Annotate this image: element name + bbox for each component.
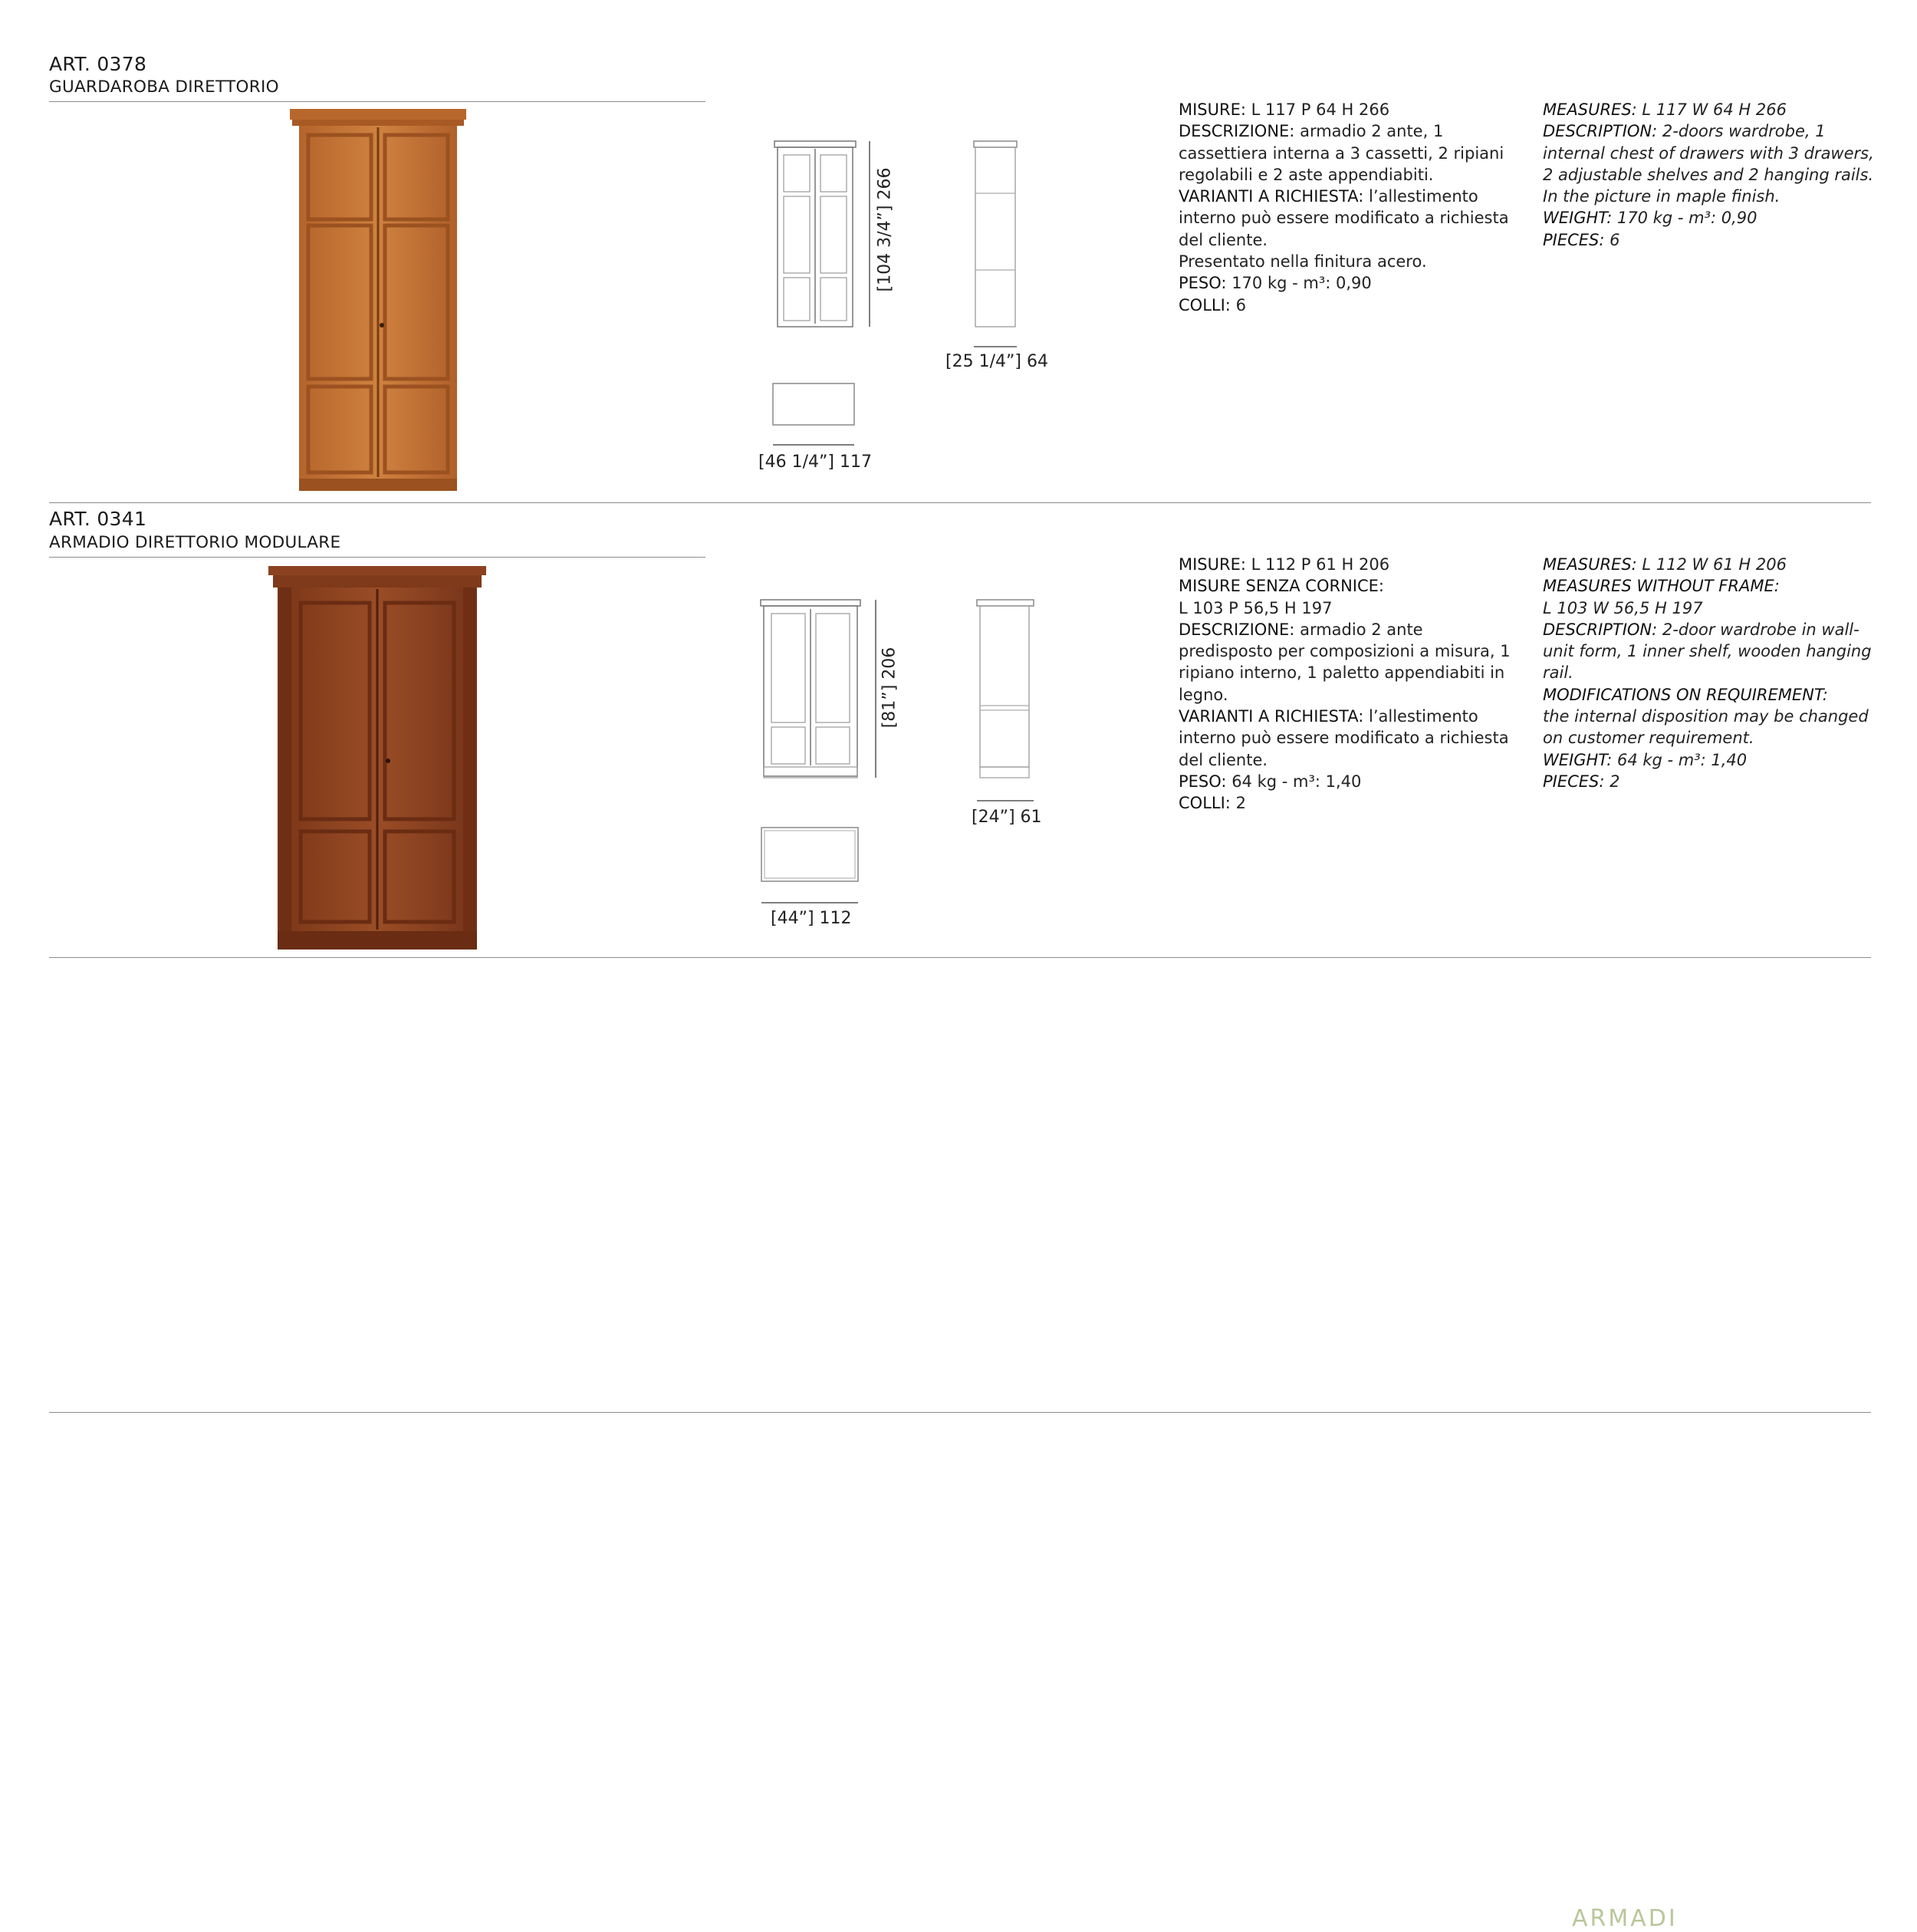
spec-line (1179, 99, 1516, 120)
side-view-drawing (975, 598, 1037, 805)
height-dimension: [104 3/4”] 266 (875, 167, 895, 292)
depth-dimension: [25 1/4”] 64 (945, 352, 1048, 371)
spec-line (1179, 792, 1516, 814)
article-code: ART. 0378 (49, 53, 147, 75)
spec-italian (1179, 554, 1516, 815)
spec-line (1179, 706, 1516, 771)
spec-english (1543, 99, 1884, 251)
section-divider (49, 957, 1871, 958)
spec-line (1543, 99, 1884, 120)
spec-line (1543, 120, 1884, 207)
spec-value: 170 kg - m³: 0,90 (1231, 274, 1372, 293)
depth-dimension: [24”] 61 (972, 808, 1042, 827)
spec-key: DESCRIZIONE: (1179, 620, 1295, 639)
spec-line (1543, 597, 1884, 619)
spec-line (1179, 186, 1516, 251)
spec-value: 64 kg - m³: 1,40 (1231, 772, 1362, 791)
spec-key: VARIANTI A RICHIESTA: (1179, 707, 1364, 726)
spec-line (1543, 749, 1884, 771)
spec-italian (1179, 99, 1516, 316)
spec-key: PIECES: (1543, 772, 1605, 791)
spec-key: PIECES: (1543, 230, 1605, 249)
spec-line (1543, 684, 1884, 706)
spec-value: 2-door wardrobe in wall-unit form, 1 inner shelf, wooden hanging rail. (1543, 620, 1872, 683)
spec-line (1179, 554, 1516, 575)
spec-value: 6 (1610, 230, 1620, 249)
spec-value: L 117 P 64 H 266 (1251, 100, 1390, 119)
spec-value: 2 (1610, 772, 1620, 791)
spec-value: armadio 2 ante predisposto per composizioni a misura, 1 ripiano interno, 1 paletto appendiabiti in legno. (1179, 620, 1511, 704)
spec-key: COLLI: (1179, 295, 1231, 314)
article-code: ART. 0341 (49, 508, 147, 530)
spec-key: PESO: (1179, 274, 1227, 293)
spec-key: MEASURES: (1543, 555, 1637, 574)
spec-key: MISURE SENZA CORNICE: (1179, 577, 1384, 596)
spec-value: Presentato nella finitura acero. (1179, 252, 1427, 272)
spec-line (1543, 554, 1884, 575)
section-divider (49, 502, 1871, 503)
spec-key: DESCRIZIONE: (1179, 122, 1295, 141)
header-divider (49, 101, 705, 102)
wardrobe-photo (268, 566, 486, 951)
spec-key: DESCRIPTION: (1543, 620, 1658, 639)
width-dimension: [44”] 112 (771, 909, 852, 928)
top-view-drawing (760, 826, 861, 906)
spec-line (1179, 575, 1516, 597)
spec-key: MISURE: (1179, 555, 1246, 574)
spec-english (1543, 554, 1884, 792)
front-view-drawing (759, 598, 882, 785)
spec-key: WEIGHT: (1543, 209, 1613, 228)
spec-line (1543, 706, 1884, 749)
spec-value: L 103 W 56,5 H 197 (1543, 598, 1703, 617)
spec-value: L 103 P 56,5 H 197 (1179, 598, 1333, 617)
spec-value: L 117 W 64 H 266 (1642, 100, 1787, 119)
spec-line (1179, 272, 1516, 294)
spec-line (1179, 295, 1516, 316)
spec-value: 2 (1235, 794, 1246, 813)
spec-value: 6 (1235, 295, 1246, 314)
spec-line (1179, 619, 1516, 706)
spec-line (1179, 120, 1516, 186)
spec-line (1179, 251, 1516, 272)
header-divider (49, 557, 705, 558)
spec-key: DESCRIPTION: (1543, 122, 1658, 141)
spec-value: l’allestimento interno può essere modificato a richiesta del cliente. (1179, 187, 1509, 249)
top-view-drawing (771, 382, 857, 448)
height-dimension: [81”] 206 (880, 647, 899, 729)
spec-key: WEIGHT: (1543, 750, 1613, 769)
spec-key: MODIFICATIONS ON REQUIREMENT: (1543, 685, 1828, 704)
spec-line (1179, 771, 1516, 792)
spec-line (1543, 575, 1884, 597)
side-view-drawing (972, 140, 1018, 354)
spec-value: armadio 2 ante, 1 cassettiera interna a 3 cassetti, 2 ripiani regolabili e 2 aste appendiabiti. (1179, 122, 1504, 184)
spec-line (1543, 207, 1884, 229)
footer-section-label: ARMADI (1572, 1905, 1678, 1932)
spec-value: the internal disposition may be changed on customer requirement. (1543, 707, 1869, 748)
spec-line (1543, 771, 1884, 792)
section-divider (49, 1412, 1871, 1413)
spec-key: PESO: (1179, 772, 1227, 791)
spec-value: L 112 P 61 H 206 (1251, 555, 1390, 574)
wardrobe-photo (290, 109, 466, 492)
spec-key: MEASURES: (1543, 100, 1637, 119)
spec-value: 2-doors wardrobe, 1 internal chest of drawers with 3 drawers, 2 adjustable shelves and 2 hanging rails. In the picture in maple finish. (1543, 122, 1874, 206)
article-name: GUARDAROBA DIRETTORIO (49, 77, 279, 97)
spec-key: COLLI: (1179, 794, 1231, 813)
article-name: ARMADIO DIRETTORIO MODULARE (49, 533, 341, 552)
width-dimension: [46 1/4”] 117 (758, 453, 872, 472)
spec-line (1543, 229, 1884, 251)
front-view-drawing (773, 140, 880, 339)
spec-value: L 112 W 61 H 206 (1642, 555, 1787, 574)
spec-line (1543, 619, 1884, 684)
spec-key: MEASURES WITHOUT FRAME: (1543, 577, 1780, 596)
spec-line (1179, 597, 1516, 619)
spec-value: l’allestimento interno può essere modificato a richiesta del cliente. (1179, 707, 1509, 769)
spec-key: MISURE: (1179, 100, 1246, 119)
spec-key: VARIANTI A RICHIESTA: (1179, 187, 1364, 206)
spec-value: 170 kg - m³: 0,90 (1616, 209, 1758, 228)
spec-value: 64 kg - m³: 1,40 (1616, 750, 1748, 769)
